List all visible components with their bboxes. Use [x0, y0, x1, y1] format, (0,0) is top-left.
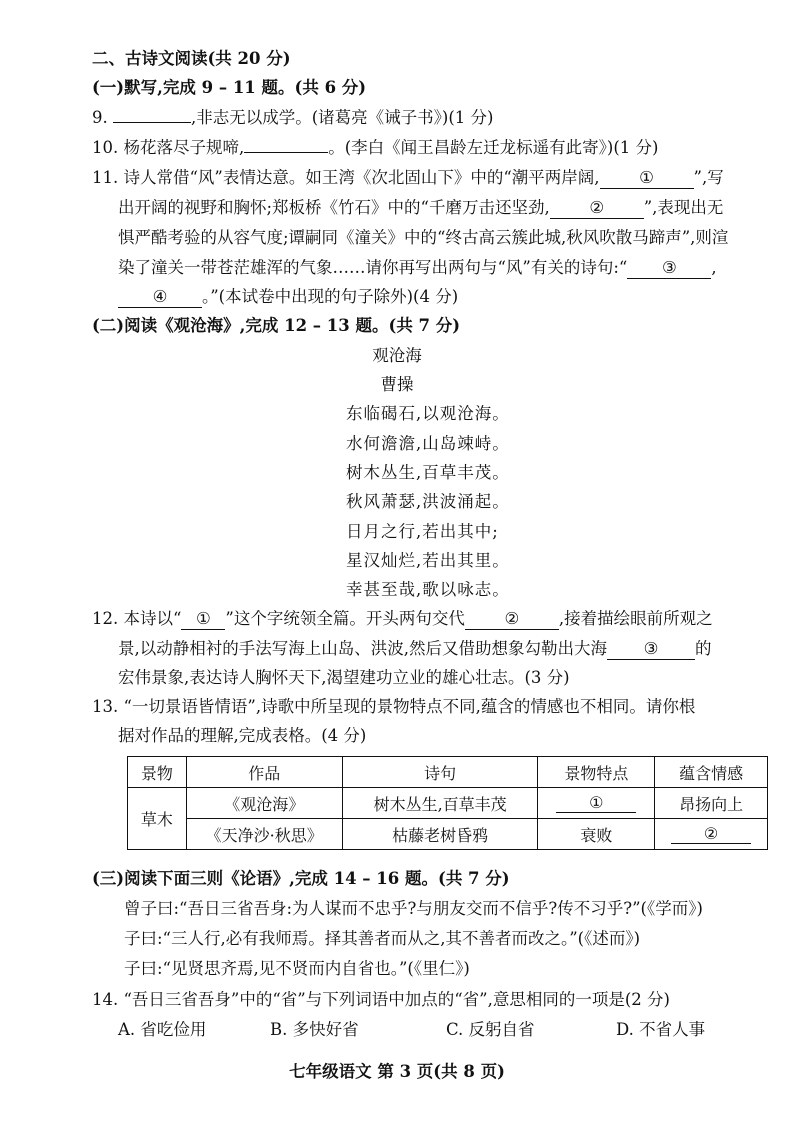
q11-line-1 — [92, 166, 724, 190]
question-10 — [92, 136, 658, 160]
q12-text: 景,以动静相衬的手法写海上山岛、洪波,然后又借助想象勾勒出大海 — [118, 639, 607, 658]
table-cell-work: 《天净沙·秋思》 — [186, 819, 342, 850]
q14-option-c[interactable] — [446, 1018, 535, 1042]
table-header: 作品 — [186, 757, 342, 788]
page-footer: 七年级语文 第 3 页(共 8 页) — [289, 1062, 505, 1081]
question-9 — [92, 106, 494, 130]
q12-line-2 — [118, 637, 712, 661]
q13-line-2: 据对作品的理解,完成表格。(4 分) — [118, 726, 367, 745]
option-label: A. — [118, 1020, 136, 1039]
q13-line-1: 13. “一切景语皆情语”,诗歌中所呈现的景物特点不同,蕴含的情感也不相同。请你根 — [92, 697, 696, 716]
q12-blank-2[interactable]: ② — [465, 609, 559, 630]
q14-option-d[interactable] — [616, 1018, 705, 1042]
part1-heading: (一)默写,完成 9 – 11 题。(共 6 分) — [92, 78, 367, 97]
q10-text-after: 。(李白《闻王昌龄左迁龙标遥有此寄》)(1 分) — [328, 138, 659, 157]
poem-title: 观沧海 — [372, 346, 422, 365]
q11-blank-3[interactable]: ③ — [627, 258, 711, 279]
q11-text: 11. 诗人常借“风”表情达意。如王湾《次北固山下》中的“潮平两岸阔, — [92, 168, 600, 187]
q12-text: ”这个字统领全篇。开头两句交代 — [225, 609, 465, 628]
table-answer-blank-1[interactable]: ① — [556, 794, 636, 813]
table-cell-emotion — [655, 819, 768, 850]
table-cell-feature — [538, 788, 655, 819]
q11-text: 。”(本试卷中出现的句子除外)(4 分) — [202, 287, 459, 306]
q9-text: ,非志无以成学。(诸葛亮《诫子书》)(1 分) — [191, 108, 494, 127]
q12-blank-3[interactable]: ③ — [607, 639, 695, 660]
option-text: 反躬自省 — [468, 1020, 535, 1039]
q11-blank-2[interactable]: ② — [550, 198, 644, 219]
q11-text: ”,写 — [693, 168, 724, 187]
table-header: 景物特点 — [538, 757, 655, 788]
table-header: 景物 — [128, 757, 187, 788]
poem-line: 水何澹澹,山岛竦峙。 — [346, 434, 510, 453]
q12-line-3: 宏伟景象,表达诗人胸怀天下,渴望建功立业的雄心壮志。(3 分) — [118, 668, 570, 687]
table-cell-emotion: 昂扬向上 — [655, 788, 768, 819]
q10-answer-blank[interactable] — [244, 152, 328, 153]
q14-option-b[interactable] — [270, 1018, 359, 1042]
q11-line-4 — [118, 256, 717, 280]
option-label: D. — [616, 1020, 634, 1039]
table-cell-verse: 树木丛生,百草丰茂 — [342, 788, 538, 819]
q12-line-1 — [92, 607, 713, 631]
q11-text: , — [711, 258, 717, 277]
q10-text-before: 10. 杨花落尽子规啼, — [92, 138, 245, 157]
q12-text: 的 — [695, 639, 712, 658]
q11-text: 染了潼关一带苍茫雄浑的气象……请你再写出两句与“风”有关的诗句:“ — [118, 258, 628, 277]
option-text: 省吃俭用 — [140, 1020, 207, 1039]
option-text: 多快好省 — [292, 1020, 359, 1039]
part3-heading: (三)阅读下面三则《论语》,完成 14 – 16 题。(共 7 分) — [92, 869, 510, 888]
part2-heading: (二)阅读《观沧海》,完成 12 – 13 题。(共 7 分) — [92, 316, 461, 335]
poem-author: 曹操 — [380, 375, 414, 394]
q12-text: ,接着描绘眼前所观之 — [558, 609, 713, 628]
option-label: C. — [446, 1020, 464, 1039]
poem-line: 幸甚至哉,歌以咏志。 — [346, 580, 510, 599]
table-header-row — [128, 757, 768, 788]
q12-blank-1[interactable]: ① — [181, 609, 225, 630]
poem-line: 东临碣石,以观沧海。 — [346, 404, 510, 423]
q11-blank-1[interactable]: ① — [600, 168, 694, 189]
poem-line: 日月之行,若出其中; — [346, 522, 499, 541]
q9-answer-blank[interactable] — [113, 122, 191, 123]
poem-line: 秋风萧瑟,洪波涌起。 — [346, 492, 510, 511]
table-cell-work: 《观沧海》 — [186, 788, 342, 819]
table-header: 蕴含情感 — [655, 757, 768, 788]
section-title: 二、古诗文阅读(共 20 分) — [92, 49, 291, 68]
poem-line: 星汉灿烂,若出其里。 — [346, 551, 510, 570]
table-header: 诗句 — [342, 757, 538, 788]
q11-line-5 — [118, 285, 458, 309]
lunyu-quote: 曾子曰:“吾日三省吾身:为人谋而不忠乎?与朋友交而不信乎?传不习乎?”(《学而》) — [124, 899, 703, 918]
option-text: 不省人事 — [639, 1020, 706, 1039]
table-cell-group: 草木 — [128, 788, 187, 850]
table-cell-feature: 衰败 — [538, 819, 655, 850]
q12-text: 12. 本诗以“ — [92, 609, 182, 628]
q13-table — [127, 756, 768, 850]
lunyu-quote: 子曰:“三人行,必有我师焉。择其善者而从之,其不善者而改之。”(《述而》) — [124, 929, 641, 948]
q11-line-3: 惧严酷考验的从容气度;谭嗣同《潼关》中的“终古高云簇此城,秋风吹散马蹄声”,则渲 — [118, 228, 729, 247]
q14-stem: 14. “吾日三省吾身”中的“省”与下列词语中加点的“省”,意思相同的一项是(2 分) — [92, 990, 670, 1009]
q11-line-2 — [118, 196, 723, 220]
table-answer-blank-2[interactable]: ② — [671, 825, 751, 844]
poem-line: 树木丛生,百草丰茂。 — [346, 463, 510, 482]
q11-text: 出开阔的视野和胸怀;郑板桥《竹石》中的“千磨万击还坚劲, — [118, 198, 550, 217]
q11-text: ”,表现出无 — [643, 198, 724, 217]
table-row — [128, 788, 768, 819]
q9-number: 9. — [92, 108, 108, 127]
table-row — [128, 819, 768, 850]
q14-option-a[interactable] — [118, 1018, 206, 1042]
option-label: B. — [270, 1020, 288, 1039]
table-cell-verse: 枯藤老树昏鸦 — [342, 819, 538, 850]
q11-blank-4[interactable]: ④ — [118, 287, 202, 308]
lunyu-quote: 子曰:“见贤思齐焉,见不贤而内自省也。”(《里仁》) — [124, 959, 470, 978]
